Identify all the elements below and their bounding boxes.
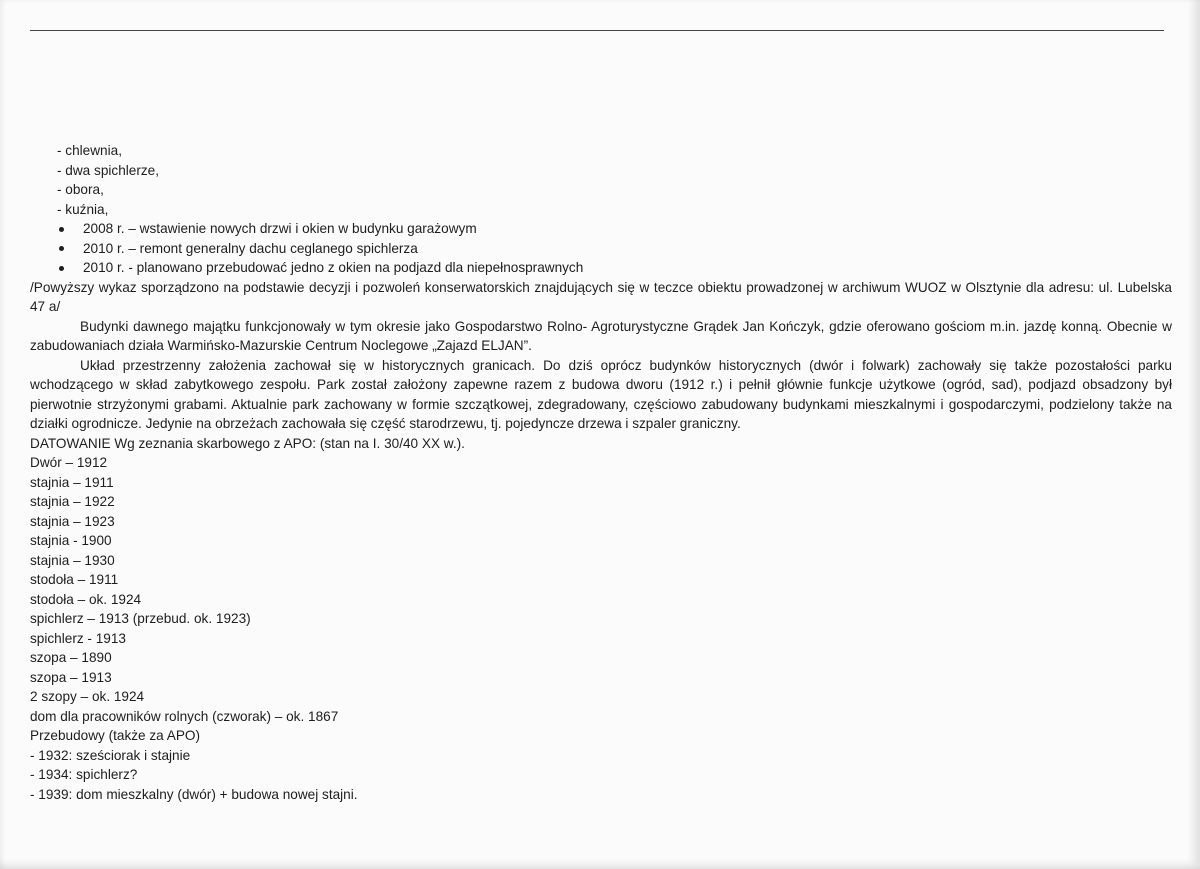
dating-item: stodoła – ok. 1924	[30, 591, 142, 607]
sub-list-item: - obora,	[57, 182, 104, 197]
dating-item: dom dla pracowników rolnych (czworak) – ok. 1867	[30, 708, 339, 724]
bullet-item: 2010 r. - planowano przebudować jedno z okien na podjazd dla niepełnosprawnych	[30, 258, 1172, 278]
document-body	[30, 141, 1172, 804]
dating-item: stajnia – 1930	[30, 552, 115, 568]
dating-item: spichlerz - 1913	[30, 630, 126, 646]
dating-item: stajnia – 1923	[30, 513, 115, 529]
dating-heading: DATOWANIE Wg zeznania skarbowego z APO: (stan na I. 30/40 XX w.).	[30, 435, 465, 451]
source-note: /Powyższy wykaz sporządzono na podstawie decyzji i pozwoleń konserwatorskich znajdujących się w teczce obiektu prowadzonej w archiwum WUOZ w Olsztynie dla adresu: ul. Lubelska 47 a/	[30, 279, 1172, 314]
dating-item: Dwór – 1912	[30, 455, 108, 470]
rebuild-item: - 1934: spichlerz?	[30, 767, 138, 782]
header-rule	[30, 30, 1164, 31]
dating-item: szopa – 1913	[30, 669, 112, 685]
sub-list-item: - dwa spichlerze,	[57, 162, 159, 178]
dating-item: spichlerz – 1913 (przebud. ok. 1923)	[30, 611, 251, 626]
dating-item: 2 szopy – ok. 1924	[30, 689, 145, 704]
rebuilds-heading: Przebudowy (także za APO)	[30, 728, 200, 743]
sub-list-item: - chlewnia,	[57, 143, 122, 158]
rebuild-item: - 1932: sześciorak i stajnie	[30, 747, 191, 763]
dating-item: stodoła – 1911	[30, 572, 119, 587]
bullet-item: 2010 r. – remont generalny dachu ceglanego spichlerza	[30, 239, 1172, 259]
dating-item: stajnia – 1911	[30, 474, 114, 490]
dating-item: stajnia - 1900	[30, 533, 112, 548]
paragraph-estate-function: Budynki dawnego majątku funkcjonowały w tym okresie jako Gospodarstwo Rolno- Agroturystyczne Grądek Jan Kończyk, gdzie oferowano gościom m.in. jazdę konną. Obecnie w zabudowaniach działa Warmińsko-Mazurskie Centrum Noclegowe „Zajazd ELJAN”.	[30, 318, 1172, 353]
bullet-item: 2008 r. – wstawienie nowych drzwi i okien w budynku garażowym	[30, 219, 1172, 239]
sub-list-item: - kuźnia,	[57, 201, 109, 217]
paragraph-spatial-layout: Układ przestrzenny założenia zachował się w historycznych granicach. Do dziś oprócz budynków historycznych (dwór i folwark) zachowały się także pozostałości parku wchodzącego w skład zabytkowego zespołu. Park został założony zapewne razem z budowa dworu (1912 r.) i pełnił głównie funkcje użytkowe (ogród, sad), podjazd obsadzony był pierwotnie strzyżonymi grabami. Aktualnie park zachowany w formie szczątkowej, zdegradowany, częściowo zabudowany budynkami mieszkalnymi i gospodarczymi, podzielony także na działki ogrodnicze. Jedynie na obrzeżach zachowała się część starodrzewu, tj. pojedyncze drzewa i szpaler graniczny.	[30, 357, 1172, 431]
dating-item: stajnia – 1922	[30, 494, 115, 509]
rebuild-item: - 1939: dom mieszkalny (dwór) + budowa nowej stajni.	[30, 786, 358, 802]
dating-item: szopa – 1890	[30, 650, 112, 665]
